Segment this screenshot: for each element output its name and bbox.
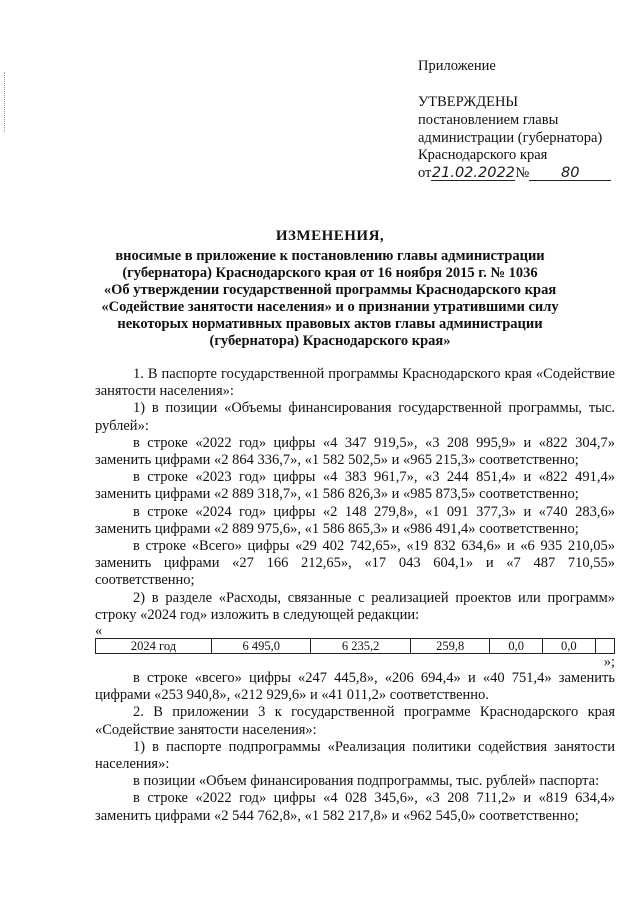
margin-mark — [4, 72, 8, 132]
replacement-table-row — [95, 638, 615, 654]
table-cell: 6 495,0 — [211, 639, 310, 654]
handwritten-date: 21.02.2022 — [431, 164, 515, 181]
paragraph: в строке «Всего» цифры «29 402 742,65», «19 832 634,6» и «6 935 210,05» заменить цифрами «27 166 212,65», «17 043 604,1» и «7 487 710,55» соответственно; — [95, 538, 615, 589]
paragraph: 1. В паспорте государственной программы Краснодарского края «Содействие занятости населения»: — [95, 366, 615, 400]
heading-line: «Содействие занятости населения» и о признании утратившими силу — [101, 299, 559, 315]
heading-title: ИЗМЕНЕНИЯ, — [275, 228, 385, 244]
paragraph: в позиции «Объем финансирования подпрограммы, тыс. рублей» паспорта: — [133, 773, 600, 790]
paragraph: в строке «2023 год» цифры «4 383 961,7», «3 244 851,4» и «822 491,4» заменить цифрами «2 889 318,7», «1 586 826,3» и «985 873,5» соответственно; — [95, 469, 615, 503]
approval-line-3: Краснодарского края — [418, 147, 548, 163]
paragraph: 2) в разделе «Расходы, связанные с реализацией проектов или программ» строку «2024 год» изложить в следующей редакции: — [95, 589, 615, 623]
paragraph: в строке «2024 год» цифры «2 148 279,8», «1 091 377,3» и «740 283,6» заменить цифрами «2 889 975,6», «1 586 865,3» и «986 491,4» соответственно; — [95, 503, 615, 537]
date-prefix: от — [418, 164, 432, 181]
number-prefix: № — [515, 164, 530, 181]
quote-open: « — [95, 623, 103, 640]
table-cell: 259,8 — [410, 639, 489, 654]
heading-line: «Об утверждении государственной программы Краснодарского края — [103, 282, 557, 298]
paragraph: 2. В приложении 3 к государственной программе Краснодарского края «Содействие занятости населения»: — [95, 704, 615, 738]
table-cell: 6 235,2 — [311, 639, 410, 654]
heading-line: (губернатора) Краснодарского края от 16 ноября 2015 г. № 1036 — [122, 265, 538, 281]
appendix-label: Приложение — [418, 58, 496, 74]
table-cell: 0,0 — [490, 639, 543, 654]
date-line — [418, 165, 628, 183]
paragraph: 1) в позиции «Объемы финансирования государственной программы, тыс. рублей»: — [95, 400, 615, 434]
paragraph: в строке «всего» цифры «247 445,8», «206 694,4» и «40 751,4» заменить цифрами «253 940,8», «212 929,6» и «41 011,2» соответственно. — [95, 670, 615, 704]
approved-label: УТВЕРЖДЕНЫ — [418, 93, 519, 110]
heading-line: (губернатора) Краснодарского края» — [209, 333, 451, 349]
document-body — [95, 366, 615, 825]
approval-line-1: постановлением главы — [418, 112, 559, 128]
table-cell — [595, 639, 614, 654]
approval-block — [418, 58, 628, 182]
document-heading — [95, 228, 565, 350]
heading-line: вносимые в приложение к постановлению главы администрации — [115, 248, 545, 264]
quote-close: »; — [603, 654, 615, 671]
paragraph: 1) в паспорте подпрограммы «Реализация политики содействия занятости населения»: — [95, 738, 615, 773]
paragraph: в строке «2022 год» цифры «4 347 919,5», «3 208 995,9» и «822 304,7» заменить цифрами «2 864 336,7», «1 582 502,5» и «965 215,3» соответственно; — [95, 434, 615, 469]
table-cell: 2024 год — [96, 639, 212, 654]
table-cell: 0,0 — [543, 639, 596, 654]
table-row — [96, 639, 615, 654]
heading-line: некоторых нормативных правовых актов главы администрации — [117, 316, 543, 332]
handwritten-number: 80 — [529, 166, 611, 181]
approval-line-2: администрации (губернатора) — [418, 129, 603, 146]
paragraph: в строке «2022 год» цифры «4 028 345,6», «3 208 711,2» и «819 634,4» заменить цифрами «2 544 762,8», «1 582 217,8» и «962 545,0» соответственно; — [95, 790, 615, 824]
